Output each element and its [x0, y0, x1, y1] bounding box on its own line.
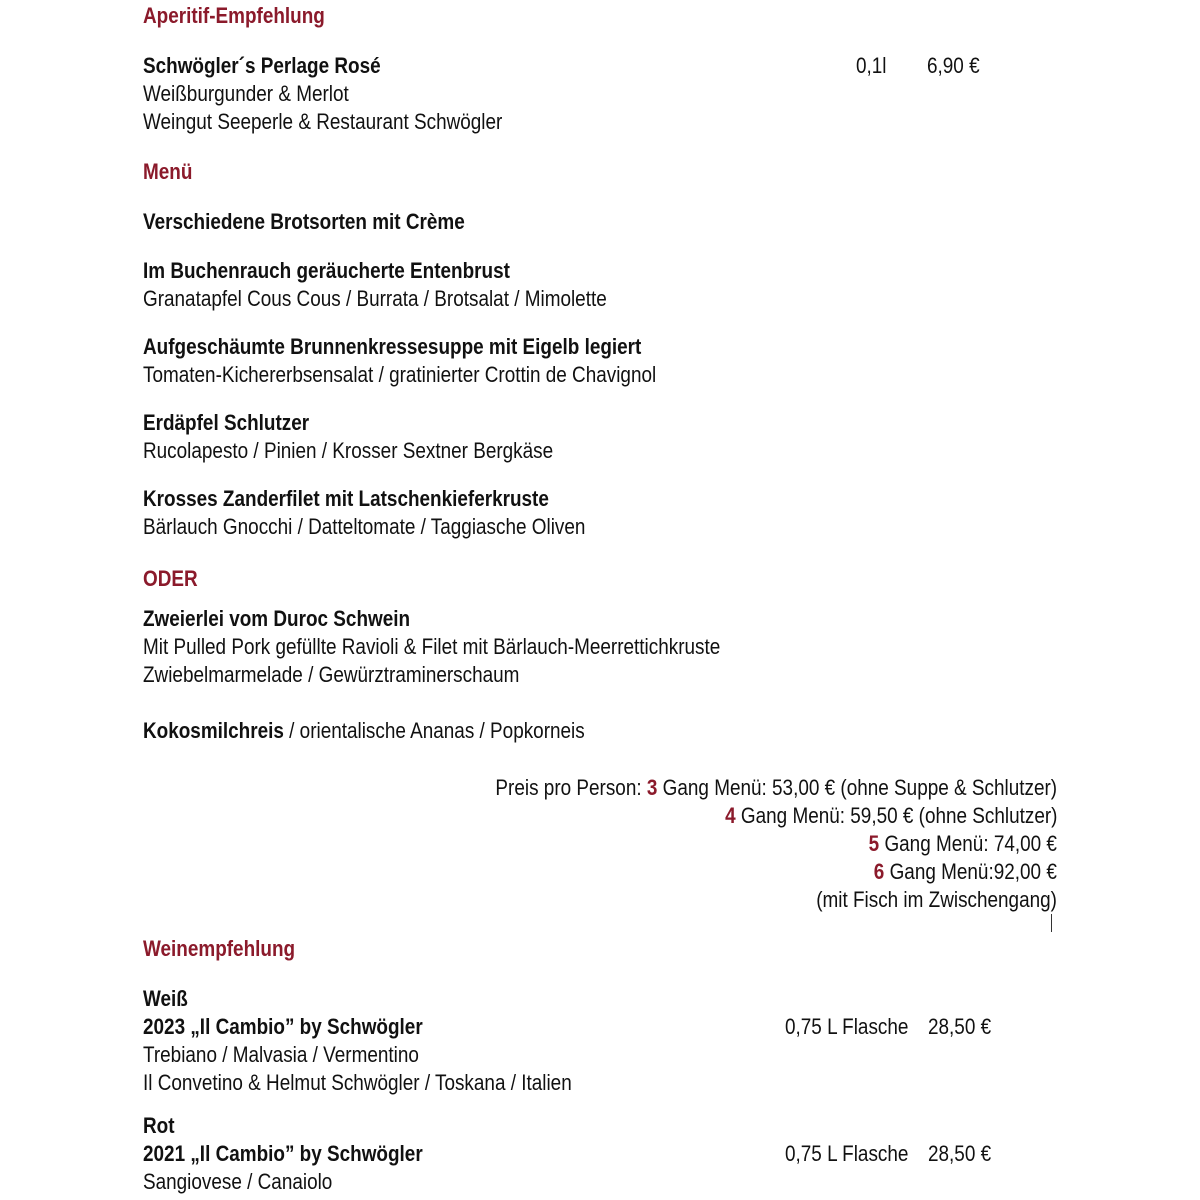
wine-bottle: 0,75 L Flasche [785, 1141, 909, 1166]
oder-heading: ODER [143, 566, 198, 591]
aperitif-producer: Weingut Seeperle & Restaurant Schwögler [143, 109, 503, 134]
price-text: Gang Menü: 53,00 € (ohne Suppe & Schlutzer) [657, 775, 1057, 800]
wine-price: 28,50 € [928, 1014, 992, 1039]
course-title: Im Buchenrauch geräucherte Entenbrust [143, 258, 510, 283]
course-count: 6 [873, 859, 885, 884]
course-title: Krosses Zanderfilet mit Latschenkieferkruste [143, 486, 549, 511]
alt-course-title: Zweierlei vom Duroc Schwein [143, 606, 411, 631]
wine-bottle: 0,75 L Flasche [785, 1014, 909, 1039]
wine-grapes: Sangiovese / Canaiolo [143, 1169, 333, 1194]
wine-grapes: Trebiano / Malvasia / Vermentino [143, 1042, 419, 1067]
price-label: Preis pro Person: [495, 775, 647, 800]
dessert-line [143, 718, 585, 744]
price-text: Gang Menü: 59,50 € (ohne Schlutzer) [735, 803, 1057, 828]
course-desc: Rucolapesto / Pinien / Krosser Sextner Bergkäse [143, 438, 554, 463]
course-count: 5 [868, 831, 880, 856]
price-line [725, 803, 1057, 829]
course-title: Erdäpfel Schlutzer [143, 410, 310, 435]
wine-heading: Weinempfehlung [143, 936, 296, 961]
alt-course-desc: Zwiebelmarmelade / Gewürztraminerschaum [143, 662, 520, 687]
alt-course-desc: Mit Pulled Pork gefüllte Ravioli & Filet mit Bärlauch-Meerrettichkruste [143, 634, 721, 659]
dessert-desc: / orientalische Ananas / Popkorneis [283, 718, 585, 743]
aperitif-heading: Aperitif-Empfehlung [143, 3, 325, 28]
price-note: (mit Fisch im Zwischengang) [816, 887, 1057, 912]
wine-name: 2023 „Il Cambio” by Schwögler [143, 1014, 423, 1039]
wine-price: 28,50 € [928, 1141, 992, 1166]
price-line [869, 831, 1057, 857]
price-line [874, 859, 1057, 885]
course-title: Aufgeschäumte Brunnenkressesuppe mit Eigelb legiert [143, 334, 642, 359]
price-text: Gang Menü:92,00 € [884, 859, 1057, 884]
dessert-title: Kokosmilchreis [143, 718, 284, 743]
aperitif-volume: 0,1l [856, 53, 887, 78]
menu-heading: Menü [143, 159, 193, 184]
price-text: Gang Menü: 74,00 € [879, 831, 1057, 856]
wine-name: 2021 „Il Cambio” by Schwögler [143, 1141, 423, 1166]
course-desc: Tomaten-Kichererbsensalat / gratinierter Crottin de Chavignol [143, 362, 657, 387]
wine-category-red: Rot [143, 1113, 175, 1138]
aperitif-price: 6,90 € [927, 53, 980, 78]
wine-category-white: Weiß [143, 986, 188, 1011]
aperitif-name: Schwögler´s Perlage Rosé [143, 53, 381, 78]
course-count: 3 [646, 775, 658, 800]
course-count: 4 [724, 803, 736, 828]
price-line [495, 775, 1057, 801]
course-desc: Granatapfel Cous Cous / Burrata / Brotsalat / Mimolette [143, 286, 607, 311]
stray-mark [1051, 914, 1052, 932]
course-title: Verschiedene Brotsorten mit Crème [143, 209, 465, 234]
wine-producer: Il Convetino & Helmut Schwögler / Toskana / Italien [143, 1070, 572, 1095]
course-desc: Bärlauch Gnocchi / Datteltomate / Taggiasche Oliven [143, 514, 586, 539]
aperitif-grapes: Weißburgunder & Merlot [143, 81, 349, 106]
